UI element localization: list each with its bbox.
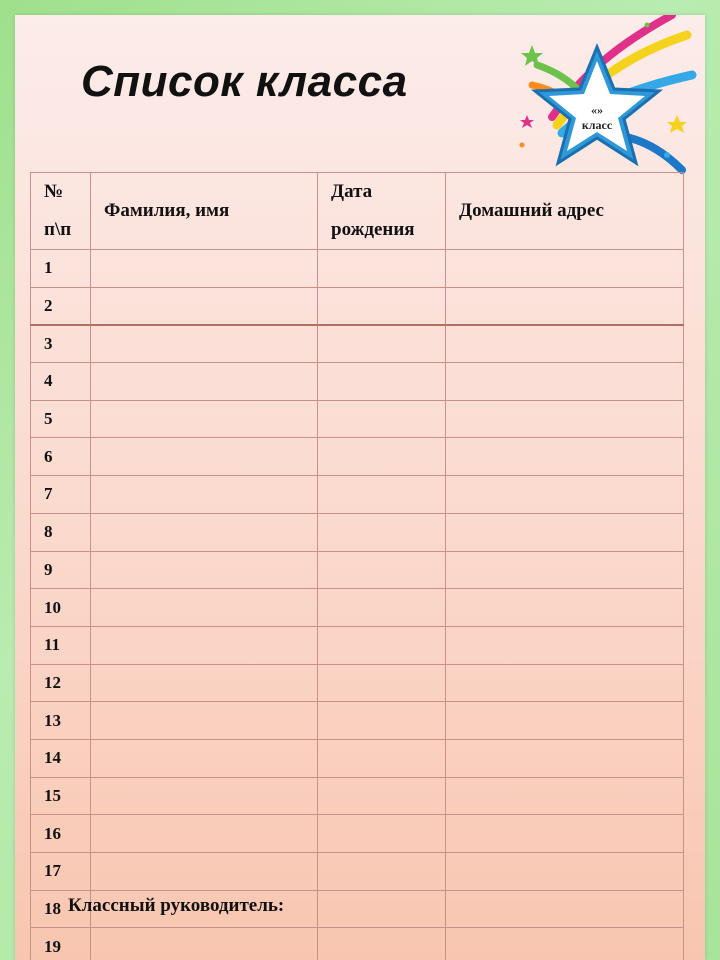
row-number-cell: 19: [31, 928, 91, 960]
birth-date-cell[interactable]: [318, 325, 446, 363]
birth-date-cell[interactable]: [318, 777, 446, 815]
birth-date-cell[interactable]: [318, 551, 446, 589]
name-cell[interactable]: [91, 853, 318, 891]
name-cell[interactable]: [91, 438, 318, 476]
address-cell[interactable]: [446, 928, 684, 960]
name-cell[interactable]: [91, 325, 318, 363]
class-emblem: [497, 15, 697, 175]
address-cell[interactable]: [446, 664, 684, 702]
address-cell[interactable]: [446, 551, 684, 589]
name-cell[interactable]: [91, 551, 318, 589]
name-cell[interactable]: [91, 513, 318, 551]
table-row: [31, 363, 684, 401]
address-cell[interactable]: [446, 438, 684, 476]
name-cell[interactable]: [91, 815, 318, 853]
emblem-quotes: «»: [591, 103, 603, 117]
address-cell[interactable]: [446, 400, 684, 438]
birth-date-cell[interactable]: [318, 438, 446, 476]
row-number-cell: 15: [31, 777, 91, 815]
birth-date-cell[interactable]: [318, 890, 446, 928]
table-row: [31, 626, 684, 664]
name-cell[interactable]: [91, 777, 318, 815]
header-name: Фамилия, имя: [91, 173, 318, 250]
table-row: [31, 250, 684, 288]
row-number-cell: 14: [31, 739, 91, 777]
birth-date-cell[interactable]: [318, 702, 446, 740]
name-cell[interactable]: [91, 250, 318, 288]
birth-date-cell[interactable]: [318, 363, 446, 401]
header-birth-date: Дата рождения: [318, 173, 446, 250]
table-row: [31, 589, 684, 627]
name-cell[interactable]: [91, 589, 318, 627]
address-cell[interactable]: [446, 626, 684, 664]
birth-date-cell[interactable]: [318, 250, 446, 288]
name-cell[interactable]: [91, 739, 318, 777]
header-address: Домашний адрес: [446, 173, 684, 250]
birth-date-cell[interactable]: [318, 626, 446, 664]
table-body: [31, 250, 684, 960]
name-cell[interactable]: [91, 702, 318, 740]
page-title: Список класса: [81, 57, 408, 106]
table-row: [31, 325, 684, 363]
address-cell[interactable]: [446, 287, 684, 325]
name-cell[interactable]: [91, 928, 318, 960]
row-number-cell: 9: [31, 551, 91, 589]
address-cell[interactable]: [446, 890, 684, 928]
table-header-row: [31, 173, 684, 250]
row-number-cell: 4: [31, 363, 91, 401]
table-row: [31, 287, 684, 325]
address-cell[interactable]: [446, 250, 684, 288]
emblem-class-label: класс: [581, 118, 613, 132]
address-cell[interactable]: [446, 853, 684, 891]
table-row: [31, 853, 684, 891]
address-cell[interactable]: [446, 739, 684, 777]
birth-date-cell[interactable]: [318, 476, 446, 514]
birth-date-cell[interactable]: [318, 400, 446, 438]
table-row: [31, 551, 684, 589]
row-number-cell: 6: [31, 438, 91, 476]
class-list-page: [15, 15, 705, 960]
address-cell[interactable]: [446, 325, 684, 363]
birth-date-cell[interactable]: [318, 589, 446, 627]
birth-date-cell[interactable]: [318, 853, 446, 891]
row-number-cell: 16: [31, 815, 91, 853]
table-row: [31, 513, 684, 551]
row-number-cell: 3: [31, 325, 91, 363]
header-number: № п\п: [31, 173, 91, 250]
birth-date-cell[interactable]: [318, 739, 446, 777]
birth-date-cell[interactable]: [318, 513, 446, 551]
name-cell[interactable]: [91, 626, 318, 664]
address-cell[interactable]: [446, 513, 684, 551]
name-cell[interactable]: [91, 400, 318, 438]
table-row: [31, 777, 684, 815]
address-cell[interactable]: [446, 589, 684, 627]
teacher-label: Классный руководитель:: [68, 895, 285, 916]
row-number-cell: 11: [31, 626, 91, 664]
address-cell[interactable]: [446, 476, 684, 514]
row-number-cell: 12: [31, 664, 91, 702]
birth-date-cell[interactable]: [318, 287, 446, 325]
row-number-cell: 5: [31, 400, 91, 438]
table-row: [31, 438, 684, 476]
row-number-cell: 7: [31, 476, 91, 514]
table-row: [31, 702, 684, 740]
name-cell[interactable]: [91, 664, 318, 702]
table-row: [31, 664, 684, 702]
address-cell[interactable]: [446, 363, 684, 401]
table-row: [31, 476, 684, 514]
star-burst-icon: [497, 15, 697, 175]
birth-date-cell[interactable]: [318, 664, 446, 702]
row-number-cell: 18: [31, 890, 91, 928]
birth-date-cell[interactable]: [318, 815, 446, 853]
row-number-cell: 1: [31, 250, 91, 288]
class-list-table: [30, 172, 684, 960]
address-cell[interactable]: [446, 702, 684, 740]
birth-date-cell[interactable]: [318, 928, 446, 960]
table-row: [31, 928, 684, 960]
address-cell[interactable]: [446, 777, 684, 815]
address-cell[interactable]: [446, 815, 684, 853]
row-number-cell: 13: [31, 702, 91, 740]
name-cell[interactable]: [91, 363, 318, 401]
row-number-cell: 2: [31, 287, 91, 325]
row-number-cell: 10: [31, 589, 91, 627]
row-number-cell: 8: [31, 513, 91, 551]
row-number-cell: 17: [31, 853, 91, 891]
table-row: [31, 815, 684, 853]
table-row: [31, 400, 684, 438]
name-cell[interactable]: [91, 287, 318, 325]
name-cell[interactable]: [91, 476, 318, 514]
table-row: [31, 739, 684, 777]
